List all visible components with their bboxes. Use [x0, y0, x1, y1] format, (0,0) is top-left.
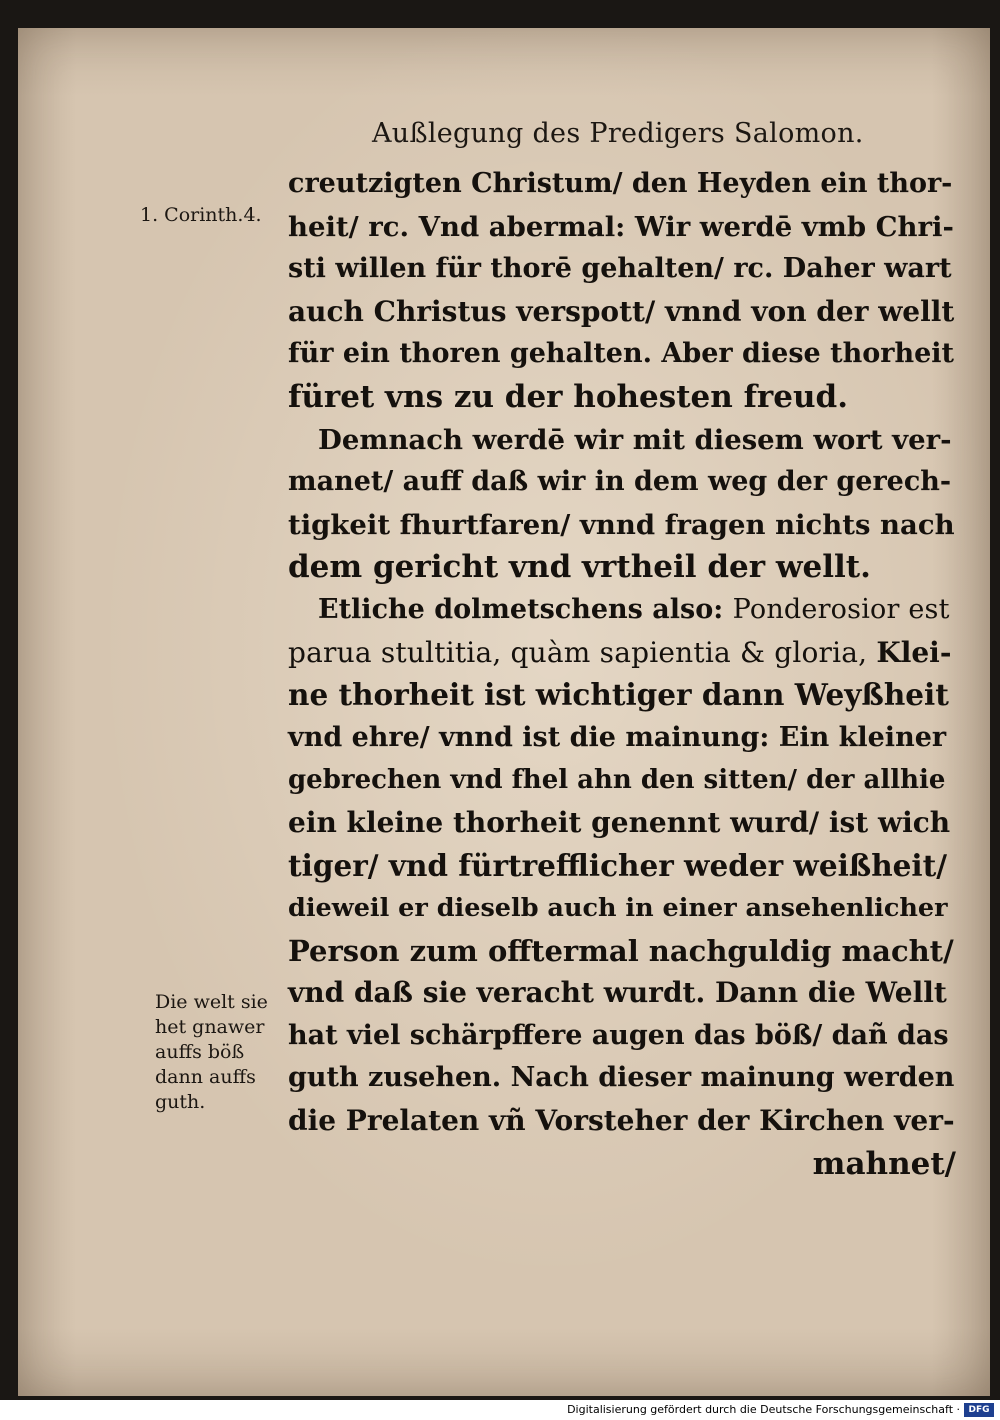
text-line: auch Christus verspott/ vnnd von der wellt [288, 294, 955, 328]
running-head: Außlegung des Predigers Salomon. [372, 118, 864, 149]
latin-text: Ponderosior est [732, 593, 950, 625]
text-line: creutzigten Christum/ den Heyden ein thor- [288, 168, 953, 199]
text-run: Klei- [876, 635, 952, 669]
catchword: mahnet/ [812, 1145, 956, 1182]
text-line: ein kleine thorheit genennt wurd/ ist wich [288, 805, 951, 839]
text-line: die Prelaten vñ Vorsteher der Kirchen ver- [288, 1104, 955, 1138]
text-line: dieweil er dieselb auch in einer ansehenlicher [288, 893, 948, 924]
text-line: für ein thoren gehalten. Aber diese thorheit [288, 338, 954, 370]
margin-note-line: dann auffs [155, 1066, 256, 1088]
text-line: Person zum offtermal nachguldig macht/ [288, 933, 954, 968]
latin-text: parua stultitia, quàm sapientia & gloria, [288, 635, 877, 669]
text-line: dem gericht vnd vrtheil der wellt. [288, 549, 871, 586]
text-line: manet/ auff daß wir in dem weg der gerech- [288, 466, 952, 498]
body-text [288, 163, 956, 1185]
margin-note-welt [155, 990, 295, 1115]
footer-credit: Digitalisierung gefördert durch die Deutsche Forschungsgemeinschaft · [567, 1403, 960, 1416]
text-line: Demnach werdē wir mit diesem wort ver- [318, 423, 952, 456]
margin-note-line: auffs böß [155, 1041, 245, 1063]
text-line: vnd ehre/ vnnd ist die mainung: Ein kleiner [288, 721, 947, 753]
text-line: tigkeit fhurtfaren/ vnnd fragen nichts nach [288, 508, 955, 541]
text-line: sti willen für thorē gehalten/ rc. Daher wart [288, 253, 952, 285]
margin-note-line: het gnawer [155, 1016, 265, 1038]
text-line: vnd daß sie veracht wurdt. Dann die Wellt [288, 976, 947, 1010]
text-line: guth zusehen. Nach dieser mainung werden [288, 1062, 955, 1094]
margin-note-line: Die welt sie [155, 991, 268, 1013]
dfg-logo: DFG [964, 1403, 994, 1417]
text-run: Etliche dolmetschens also: [318, 593, 733, 625]
text-line: heit/ rc. Vnd abermal: Wir werdē vmb Chri- [288, 210, 954, 243]
margin-note-corinth: 1. Corinth.4. [140, 204, 262, 226]
text-line [288, 589, 956, 632]
text-line: tiger/ vnd fürtrefflicher weder weißheit/ [288, 847, 948, 883]
text-line: füret vns zu der hohesten freud. [288, 378, 848, 415]
text-line: ne thorheit ist wichtiger dann Weyßheit [288, 677, 949, 713]
text-line [288, 632, 956, 675]
digitization-footer [0, 1400, 1000, 1420]
text-line: hat viel schärpffere augen das böß/ dañ das [288, 1019, 949, 1051]
margin-note-line: guth. [155, 1091, 206, 1113]
text-line: gebrechen vnd fhel ahn den sitten/ der allhie [288, 765, 946, 796]
